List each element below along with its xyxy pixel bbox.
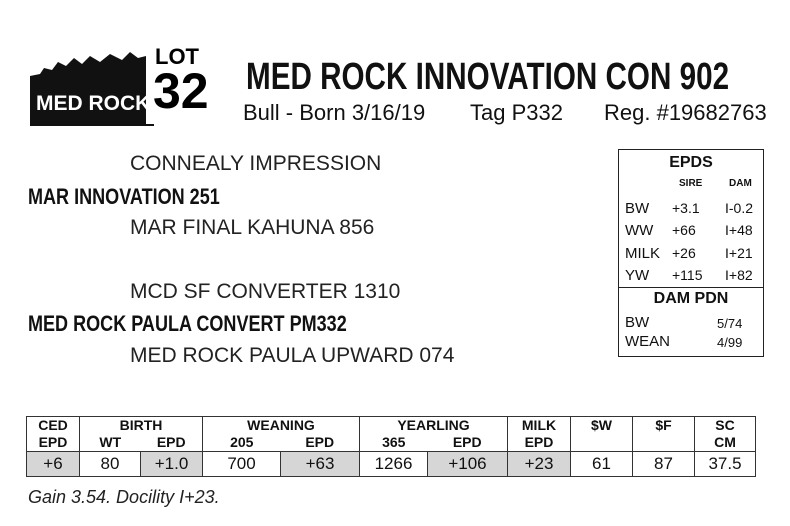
footer-notes: Gain 3.54. Docility I+23. [28,487,220,507]
epd-title: EPDS [669,154,713,171]
value-weaning-205: 700 [203,452,281,477]
value-sw: 61 [571,452,633,477]
header-sc: SC [695,417,756,435]
header-weaning: WEANING [203,417,360,435]
epd-divider [619,287,763,288]
epd-label: MILK [625,245,661,262]
pedigree-dam-sire: MCD SF CONVERTER 1310 [130,280,401,303]
header-sf: $F [633,417,695,435]
table-row [27,452,756,477]
epd-sire-value: +26 [672,245,696,261]
epd-dam-value: I+82 [725,267,753,283]
pdn-row-bw [619,314,763,334]
epd-col-sire: SIRE [679,178,703,189]
epd-sire-value: +66 [672,222,696,238]
epd-dam-value: I-0.2 [725,200,754,216]
table-header-row-1 [27,417,756,435]
epd-sire-value: +3.1 [672,200,700,216]
header-ced-epd: EPD [27,434,80,452]
animal-name: MED ROCK INNOVATION CON 902 [246,56,730,98]
epd-row-ww [619,222,763,244]
pedigree-sire-dam: MAR FINAL KAHUNA 856 [130,216,375,239]
header-yearling-epd: EPD [428,434,508,452]
pdn-label: BW [625,314,650,331]
pdn-row-wean [619,333,763,353]
pdn-value: 4/99 [717,335,743,350]
epd-label: BW [625,200,650,217]
dam-pdn-title: DAM PDN [653,290,729,307]
value-yearling-epd: +106 [428,452,508,477]
header-ced: CED [27,417,80,435]
pdn-value: 5/74 [717,316,743,331]
epd-sire-value: +115 [672,267,703,283]
value-ced: +6 [27,452,80,477]
lot-label: LOT [155,44,199,69]
epd-col-dam: DAM [729,178,752,189]
pedigree-sire-sire: CONNEALY IMPRESSION [130,152,382,175]
lot-number: 32 [153,63,209,119]
value-weaning-epd: +63 [281,452,360,477]
header-weaning-205: 205 [203,434,281,452]
header-weaning-epd: EPD [281,434,360,452]
epd-row-yw [619,267,763,289]
tag-number: Tag P332 [470,100,563,125]
value-milk: +23 [508,452,571,477]
header-sw-blank [571,434,633,452]
value-sf: 87 [633,452,695,477]
value-sc: 37.5 [695,452,756,477]
header-birth: BIRTH [80,417,203,435]
epd-dam-value: I+48 [725,222,753,238]
epd-box [618,149,764,357]
pdn-label: WEAN [625,333,670,350]
header-sw: $W [571,417,633,435]
logo-text: MED ROCK [36,92,151,115]
header-yearling: YEARLING [360,417,508,435]
sex-and-birth-date: Bull - Born 3/16/19 [243,100,426,125]
pedigree-dam: MED ROCK PAULA CONVERT PM332 [28,311,347,336]
epd-label: WW [625,222,654,239]
value-birth-epd: +1.0 [141,452,203,477]
epd-row-milk [619,245,763,267]
value-yearling-365: 1266 [360,452,428,477]
value-birth-wt: 80 [80,452,141,477]
table-header-row-2 [27,434,756,452]
header-milk-epd: EPD [508,434,571,452]
epd-label: YW [625,267,650,284]
header-birth-wt: WT [80,434,141,452]
epd-dam-value: I+21 [725,245,753,261]
header-sf-blank [633,434,695,452]
header-yearling-365: 365 [360,434,428,452]
performance-table [26,416,756,477]
pedigree-dam-dam: MED ROCK PAULA UPWARD 074 [130,344,455,367]
registration-number: Reg. #19682763 [604,100,767,125]
pedigree-sire: MAR INNOVATION 251 [28,184,220,209]
header-sc-cm: CM [695,434,756,452]
epd-row-bw [619,200,763,222]
header-milk: MILK [508,417,571,435]
header-birth-epd: EPD [141,434,203,452]
